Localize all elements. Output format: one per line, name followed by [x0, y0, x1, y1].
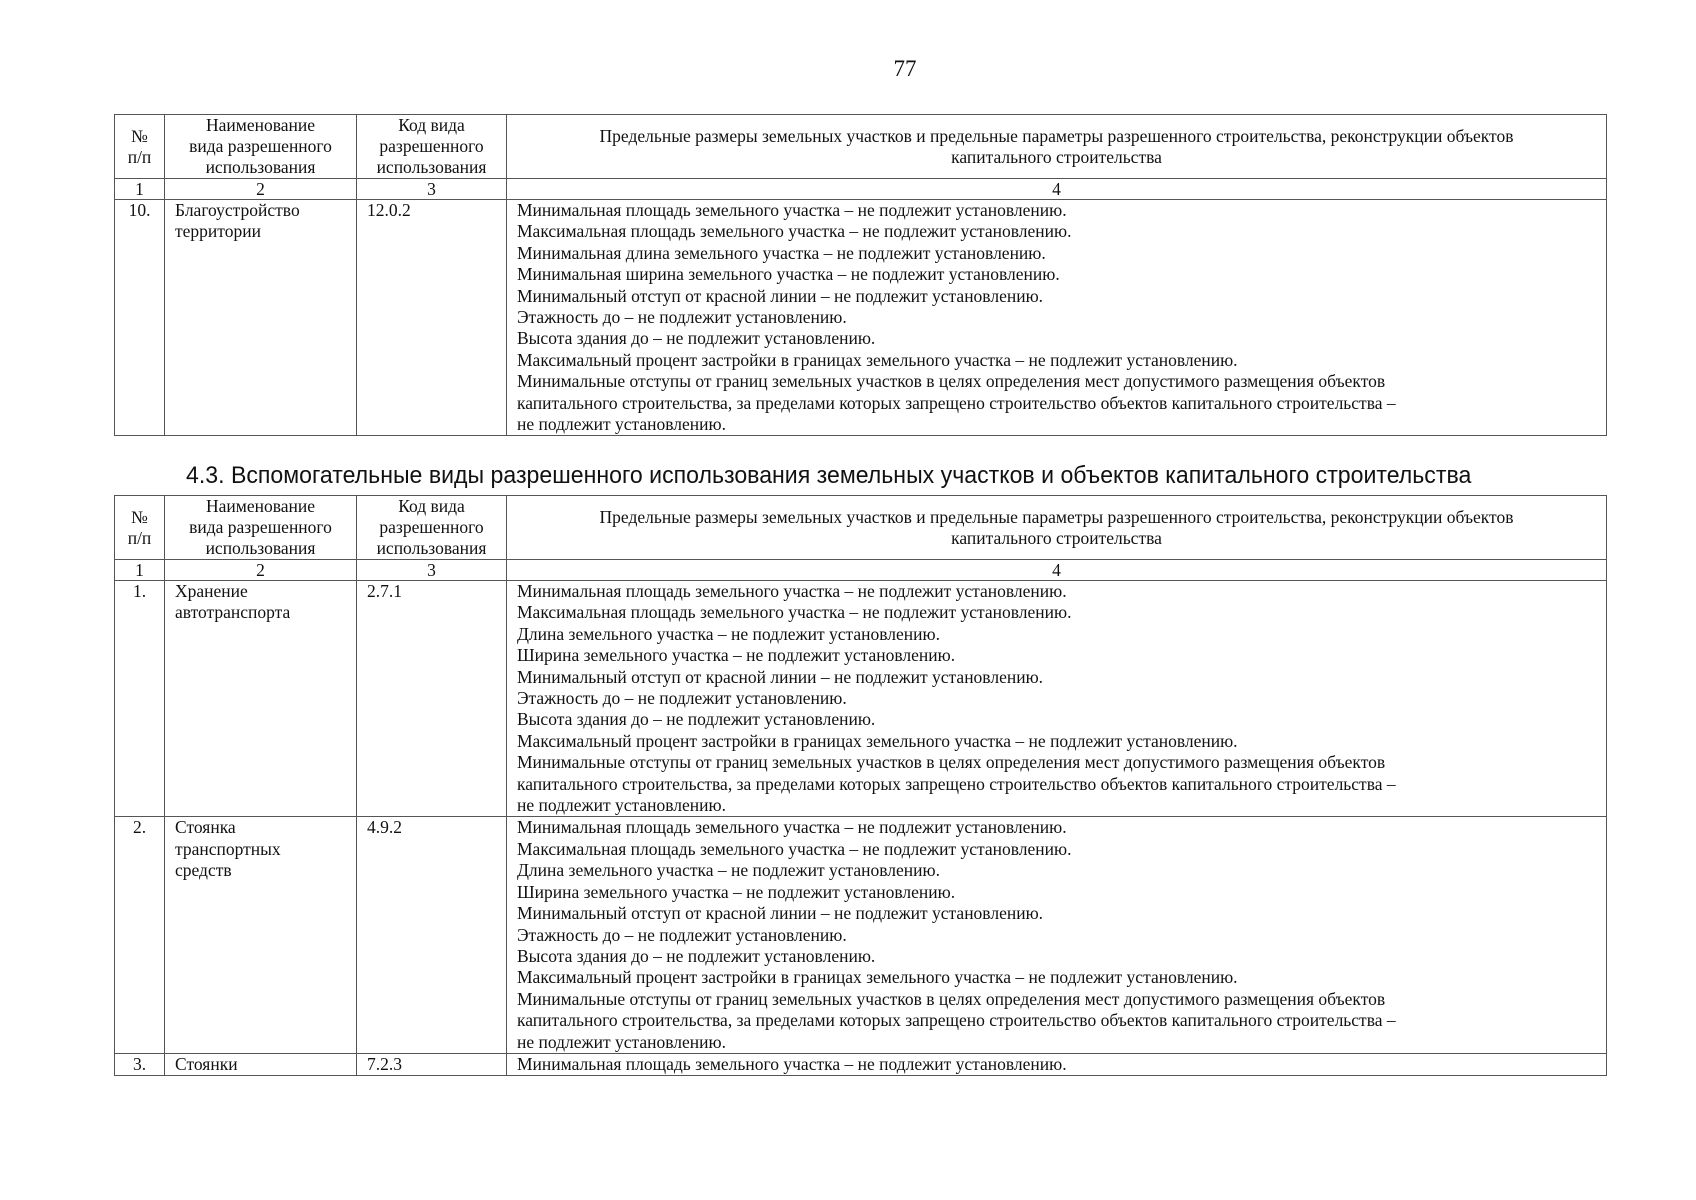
aux-table-body	[115, 496, 1607, 1076]
parameter-line: капитального строительства, за пределами которых запрещено строительство объектов капитального строительства –	[517, 773, 1396, 794]
use-code: 4.9.2	[357, 817, 507, 1053]
header-number: № п/п	[115, 496, 165, 560]
header-number: № п/п	[115, 115, 165, 179]
auxiliary-use-table	[114, 495, 1607, 1076]
table-row	[115, 1053, 1607, 1075]
parameter-line: Максимальная площадь земельного участка – не подлежит установлению.	[517, 838, 1072, 859]
row-number: 3.	[115, 1053, 165, 1075]
parameter-line: Минимальный отступ от красной линии – не подлежит установлению.	[517, 285, 1044, 306]
parameter-line: Этажность до – не подлежит установлению.	[517, 307, 847, 328]
use-name: Стоянки	[165, 1053, 357, 1075]
header-row	[115, 496, 1607, 560]
table-row	[115, 581, 1607, 817]
header-parameters: Предельные размеры земельных участков и предельные параметры разрешенного строительства, реконструкции объектов капитального строительства	[507, 115, 1607, 179]
parameter-line: Длина земельного участка – не подлежит установлению.	[517, 860, 940, 881]
parameter-line: Минимальная длина земельного участка – не подлежит установлению.	[517, 242, 1046, 263]
section-heading: 4.3. Вспомогательные виды разрешенного использования земельных участков и объектов капитального строительства	[186, 462, 1472, 489]
header-row	[115, 115, 1607, 179]
use-name: Хранение автотранспорта	[165, 581, 357, 817]
parameter-line: не подлежит установлению.	[517, 1031, 726, 1052]
main-table-body	[115, 115, 1607, 436]
table-row	[115, 200, 1607, 436]
main-use-table	[114, 114, 1607, 436]
parameter-line: капитального строительства, за пределами которых запрещено строительство объектов капитального строительства –	[517, 1010, 1396, 1031]
parameter-line: Ширина земельного участка – не подлежит установлению.	[517, 645, 956, 666]
column-number-row	[115, 179, 1607, 200]
parameter-line: Высота здания до – не подлежит установлению.	[517, 945, 876, 966]
parameters-cell	[507, 581, 1607, 817]
parameter-line: Этажность до – не подлежит установлению.	[517, 688, 847, 709]
column-number: 2	[165, 179, 357, 200]
parameter-line: Максимальный процент застройки в границах земельного участка – не подлежит установлению.	[517, 349, 1238, 370]
header-use-name: Наименование вида разрешенного использования	[165, 496, 357, 560]
use-code: 2.7.1	[357, 581, 507, 817]
column-number: 2	[165, 560, 357, 581]
parameter-line: Минимальная площадь земельного участка – не подлежит установлению.	[517, 1053, 1067, 1074]
parameter-line: не подлежит установлению.	[517, 795, 726, 816]
parameter-line: Максимальный процент застройки в границах земельного участка – не подлежит установлению.	[517, 730, 1238, 751]
column-number: 1	[115, 560, 165, 581]
column-number: 1	[115, 179, 165, 200]
column-number: 3	[357, 179, 507, 200]
page-number: 77	[893, 56, 917, 81]
parameter-line: Минимальные отступы от границ земельных участков в целях определения мест допустимого размещения объектов	[517, 371, 1386, 392]
parameter-line: капитального строительства, за пределами которых запрещено строительство объектов капитального строительства –	[517, 392, 1396, 413]
parameters-cell	[507, 200, 1607, 436]
header-use-code: Код вида разрешенного использования	[357, 115, 507, 179]
parameter-line: Минимальная площадь земельного участка – не подлежит установлению.	[517, 200, 1067, 220]
column-number: 3	[357, 560, 507, 581]
parameter-line: Максимальная площадь земельного участка – не подлежит установлению.	[517, 602, 1072, 623]
parameter-line: Минимальный отступ от красной линии – не подлежит установлению.	[517, 666, 1044, 687]
parameters-cell	[507, 1053, 1607, 1075]
parameters-cell	[507, 817, 1607, 1053]
parameter-line: Длина земельного участка – не подлежит установлению.	[517, 623, 940, 644]
parameter-line: Максимальная площадь земельного участка – не подлежит установлению.	[517, 221, 1072, 242]
parameter-line: Этажность до – не подлежит установлению.	[517, 924, 847, 945]
parameter-line: Ширина земельного участка – не подлежит установлению.	[517, 881, 956, 902]
column-number: 4	[507, 560, 1607, 581]
header-use-code: Код вида разрешенного использования	[357, 496, 507, 560]
row-number: 10.	[115, 200, 165, 436]
parameter-line: Минимальные отступы от границ земельных участков в целях определения мест допустимого размещения объектов	[517, 988, 1386, 1009]
row-number: 1.	[115, 581, 165, 817]
table-row	[115, 817, 1607, 1053]
parameter-line: не подлежит установлению.	[517, 414, 726, 435]
parameter-line: Максимальный процент застройки в границах земельного участка – не подлежит установлению.	[517, 967, 1238, 988]
parameter-line: Минимальная ширина земельного участка – не подлежит установлению.	[517, 264, 1060, 285]
use-code: 7.2.3	[357, 1053, 507, 1075]
parameter-line: Минимальные отступы от границ земельных участков в целях определения мест допустимого размещения объектов	[517, 752, 1386, 773]
use-name: Стоянка транспортных средств	[165, 817, 357, 1053]
use-name: Благоустройство территории	[165, 200, 357, 436]
parameter-line: Минимальная площадь земельного участка – не подлежит установлению.	[517, 817, 1067, 838]
row-number: 2.	[115, 817, 165, 1053]
column-number: 4	[507, 179, 1607, 200]
column-number-row	[115, 560, 1607, 581]
use-code: 12.0.2	[357, 200, 507, 436]
parameter-line: Высота здания до – не подлежит установлению.	[517, 709, 876, 730]
parameter-line: Минимальный отступ от красной линии – не подлежит установлению.	[517, 903, 1044, 924]
header-use-name: Наименование вида разрешенного использования	[165, 115, 357, 179]
parameter-line: Высота здания до – не подлежит установлению.	[517, 328, 876, 349]
parameter-line: Минимальная площадь земельного участка – не подлежит установлению.	[517, 581, 1067, 601]
header-parameters: Предельные размеры земельных участков и предельные параметры разрешенного строительства, реконструкции объектов капитального строительства	[507, 496, 1607, 560]
